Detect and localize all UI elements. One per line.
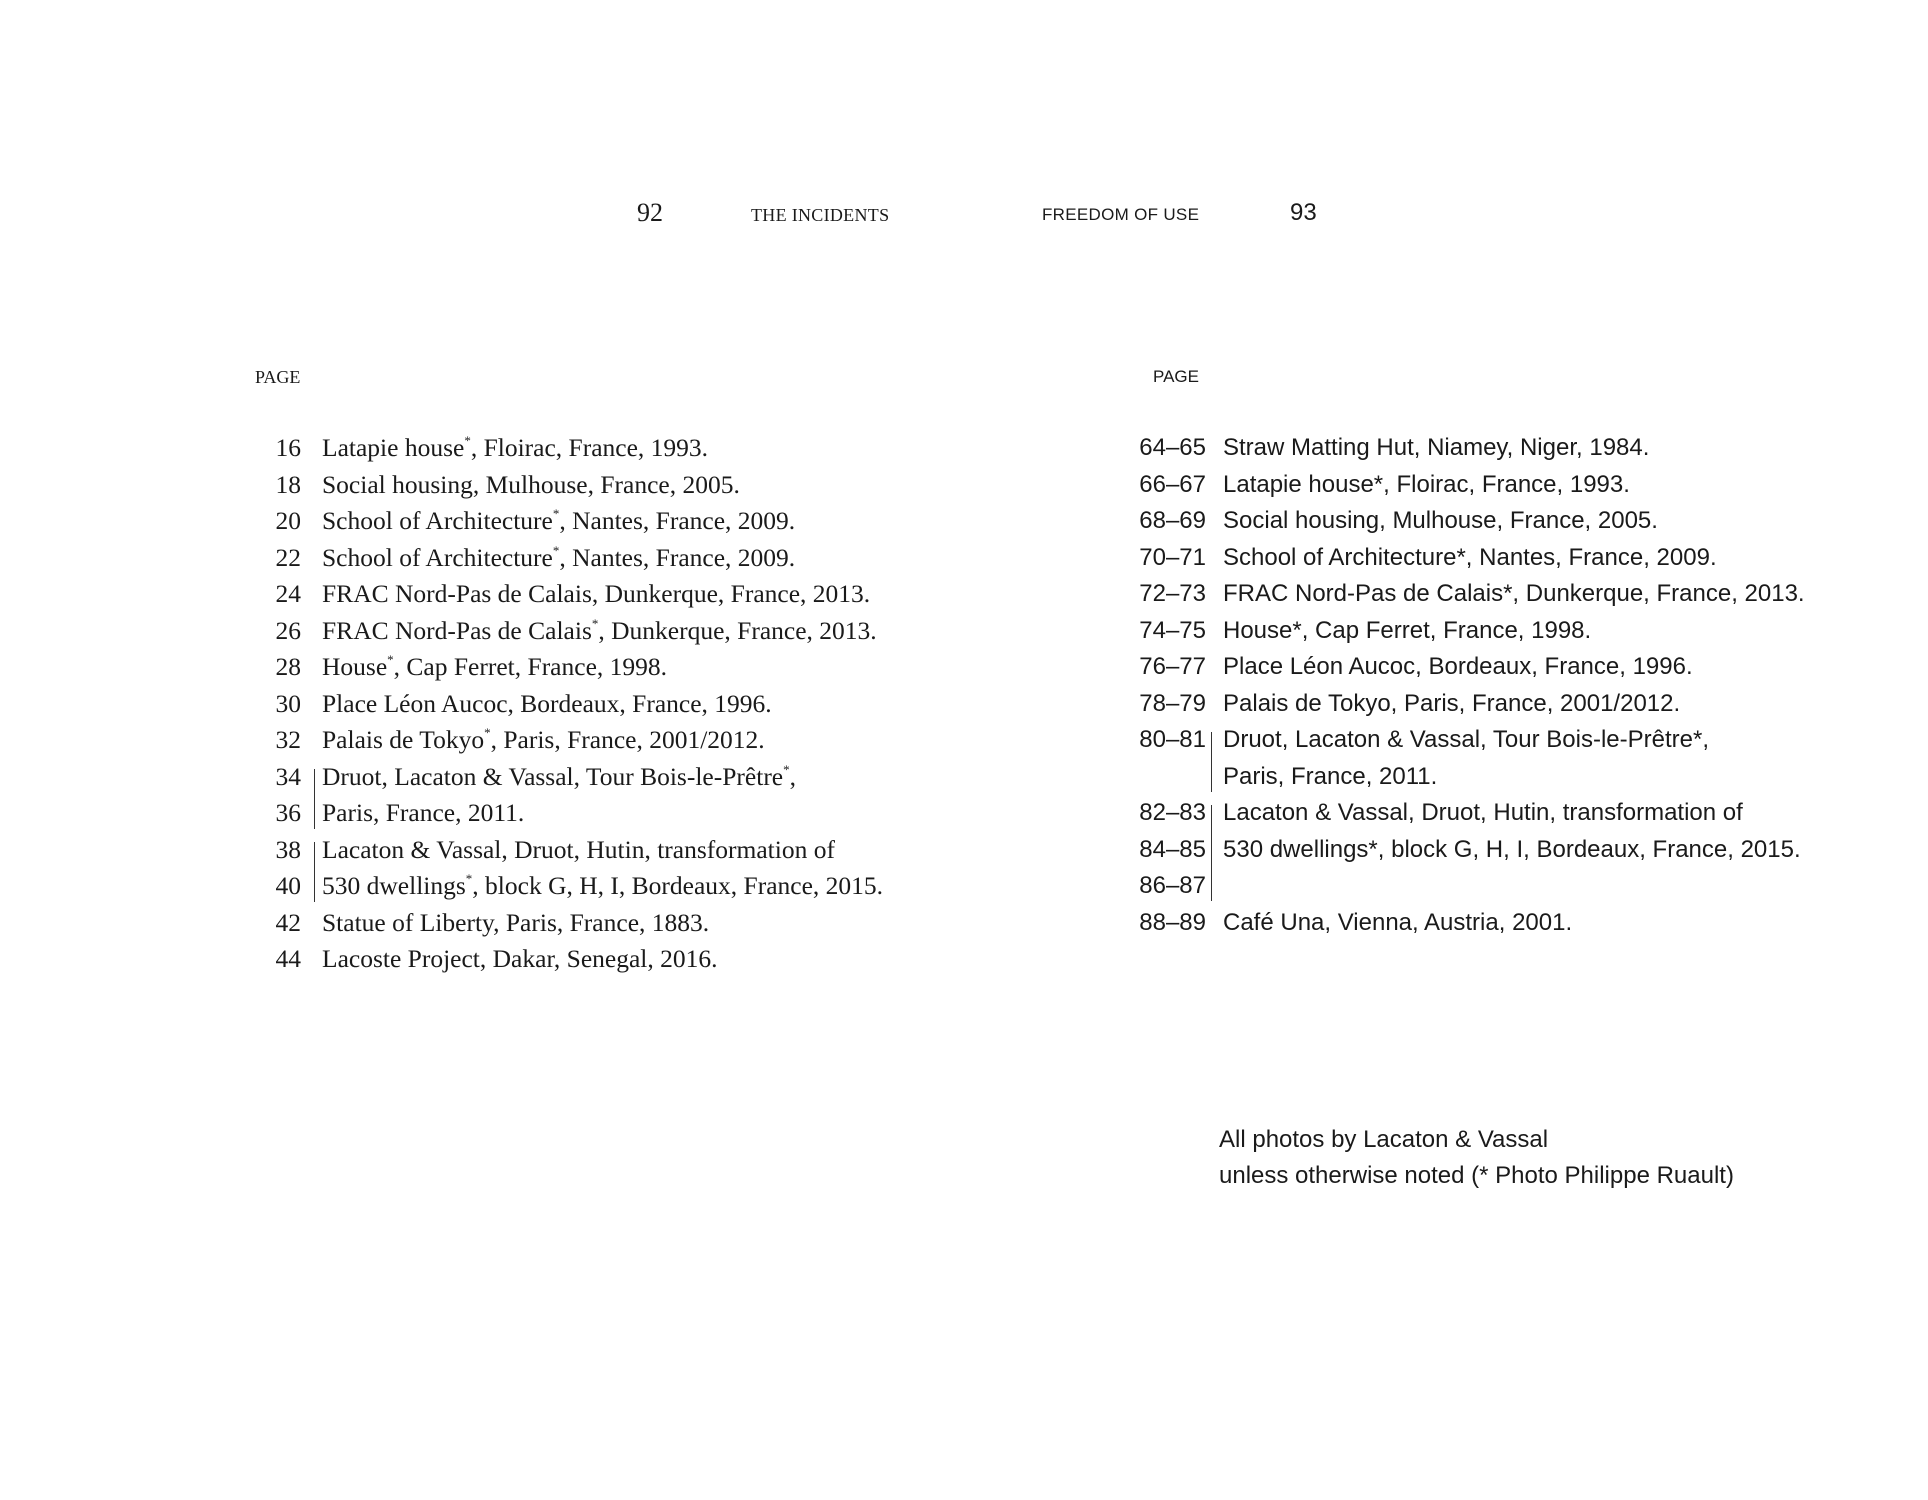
entry-title: School of Architecture [322, 506, 553, 535]
entry-title: Lacaton & Vassal, Druot, Hutin, transformation of [322, 834, 835, 864]
asterisk-mark: * [465, 871, 473, 886]
asterisk-mark: * [484, 725, 491, 740]
page-number: 26 [275, 615, 301, 645]
left-folio: 92 [637, 198, 663, 227]
page-number: 24 [275, 579, 301, 608]
left-list-item [260, 795, 960, 832]
entry-title: Lacoste Project, Dakar, Senegal, 2016. [322, 944, 718, 973]
entry-text [322, 868, 883, 905]
entry-title: School of Architecture [322, 542, 553, 572]
page-range: 70–71 [1139, 543, 1206, 571]
right-column-heading: PAGE [1153, 367, 1199, 386]
entry-text: Druot, Lacaton & Vassal, Tour Bois-le-Prêtre*, [1223, 726, 1709, 753]
entry-text [322, 905, 709, 942]
entry-text [322, 795, 524, 832]
page-number: 38 [275, 834, 301, 864]
left-bracket-38-40 [314, 842, 315, 902]
asterisk-mark: * [783, 761, 790, 777]
right-list-item [1120, 430, 1840, 467]
page-range: 64–65 [1139, 434, 1206, 461]
right-list-item [1120, 759, 1840, 796]
left-list-item [260, 503, 960, 540]
entry-title: Place Léon Aucoc, Bordeaux, France, 1996. [322, 688, 772, 718]
page-range: 66–67 [1139, 470, 1206, 498]
entry-text: Place Léon Aucoc, Bordeaux, France, 1996. [1223, 653, 1693, 680]
right-list-item [1120, 722, 1840, 759]
entry-text [322, 613, 877, 650]
right-list-item [1120, 613, 1840, 650]
entry-text [322, 503, 795, 540]
left-running-head: THE INCIDENTS [751, 205, 890, 225]
entry-title: 530 dwellings [322, 871, 466, 900]
entry-text [322, 576, 870, 613]
left-list-item [260, 576, 960, 613]
entry-title: Latapie house [322, 433, 465, 462]
page-number: 20 [275, 506, 301, 535]
entry-text [322, 941, 718, 978]
left-list-item [260, 941, 960, 978]
page-range: 82–83 [1139, 799, 1206, 826]
entry-text: Straw Matting Hut, Niamey, Niger, 1984. [1223, 434, 1650, 461]
entry-text [322, 722, 765, 759]
entry-text [322, 430, 708, 467]
entry-text [322, 686, 772, 723]
entry-text [322, 540, 795, 577]
left-column-heading: PAGE [255, 367, 301, 387]
right-list-item [1120, 576, 1840, 613]
page-range: 78–79 [1139, 689, 1206, 717]
entry-rest: , Cap Ferret, France, 1998. [393, 652, 668, 681]
entry-text: House*, Cap Ferret, France, 1998. [1223, 616, 1592, 644]
left-list-item [260, 686, 960, 723]
entry-title: House [322, 652, 388, 681]
left-list-item [260, 613, 960, 650]
entry-rest: , Dunkerque, France, 2013. [598, 615, 877, 645]
asterisk-mark: * [552, 542, 560, 558]
page-range: 68–69 [1139, 507, 1206, 534]
asterisk-mark: * [591, 615, 599, 631]
left-list-item [260, 832, 960, 869]
photo-credit-line-1: All photos by Lacaton & Vassal [1219, 1126, 1549, 1153]
photo-credit-line-2: unless otherwise noted (* Photo Philippe Ruault) [1219, 1162, 1734, 1189]
entry-text: Paris, France, 2011. [1223, 762, 1438, 790]
entry-text: School of Architecture*, Nantes, France, 2009. [1223, 543, 1717, 571]
page-range: 80–81 [1139, 726, 1206, 753]
entry-title: Paris, France, 2011. [322, 798, 525, 827]
right-list-item [1120, 467, 1840, 504]
entry-text: Lacaton & Vassal, Druot, Hutin, transformation of [1223, 799, 1743, 826]
right-list-item [1120, 905, 1840, 942]
right-bracket-82-87 [1211, 805, 1212, 901]
entry-rest: , Nantes, France, 2009. [559, 506, 796, 535]
right-list-item [1120, 649, 1840, 686]
entry-rest: , Nantes, France, 2009. [559, 542, 796, 572]
entry-rest: , Paris, France, 2001/2012. [490, 725, 765, 754]
right-list-item [1120, 795, 1840, 832]
asterisk-mark: * [387, 652, 394, 667]
entry-rest: , block G, H, I, Bordeaux, France, 2015. [472, 871, 884, 900]
left-list-item [260, 722, 960, 759]
entry-text: Café Una, Vienna, Austria, 2001. [1223, 908, 1573, 936]
entry-rest: , [789, 761, 797, 791]
photo-credit [1219, 1122, 1734, 1194]
page-number: 42 [275, 907, 301, 937]
left-credits-list [260, 430, 960, 978]
left-list-item [260, 759, 960, 796]
page-range: 74–75 [1139, 616, 1206, 644]
entry-title: FRAC Nord-Pas de Calais, Dunkerque, France, 2013. [322, 579, 871, 608]
page-range: 86–87 [1139, 872, 1206, 899]
page-number: 18 [275, 469, 301, 499]
left-list-item [260, 868, 960, 905]
entry-text [322, 649, 667, 686]
entry-rest: , Floirac, France, 1993. [470, 433, 709, 462]
entry-text: FRAC Nord-Pas de Calais*, Dunkerque, France, 2013. [1223, 580, 1805, 607]
page-number: 28 [275, 652, 301, 681]
right-credits-list [1120, 430, 1840, 941]
right-list-item [1120, 686, 1840, 723]
entry-text [322, 759, 796, 796]
entry-text: Palais de Tokyo, Paris, France, 2001/2012. [1223, 689, 1681, 717]
asterisk-mark: * [552, 506, 560, 521]
right-list-item [1120, 868, 1840, 905]
page-number: 22 [275, 542, 301, 572]
entry-text [322, 832, 835, 869]
asterisk-mark: * [464, 433, 471, 448]
entry-title: Druot, Lacaton & Vassal, Tour Bois-le-Prêtre [322, 761, 784, 791]
entry-title: Social housing, Mulhouse, France, 2005. [322, 469, 740, 499]
entry-text: Social housing, Mulhouse, France, 2005. [1223, 507, 1658, 534]
right-list-item [1120, 540, 1840, 577]
entry-title: Palais de Tokyo [322, 725, 485, 754]
entry-title: FRAC Nord-Pas de Calais [322, 615, 592, 645]
right-list-item [1120, 503, 1840, 540]
page-range: 88–89 [1139, 908, 1206, 936]
page-number: 32 [275, 725, 301, 754]
page-number: 40 [275, 871, 301, 900]
page-number: 34 [275, 761, 301, 791]
page-number: 36 [275, 798, 301, 827]
page-number: 30 [275, 688, 301, 718]
right-running-head: FREEDOM OF USE [1042, 205, 1200, 224]
entry-text: 530 dwellings*, block G, H, I, Bordeaux, France, 2015. [1223, 835, 1801, 863]
left-list-item [260, 905, 960, 942]
left-list-item [260, 540, 960, 577]
entry-text [322, 467, 740, 504]
left-list-item [260, 430, 960, 467]
right-list-item [1120, 832, 1840, 869]
entry-text: Latapie house*, Floirac, France, 1993. [1223, 470, 1630, 498]
page-number: 16 [275, 433, 301, 462]
left-list-item [260, 467, 960, 504]
page-range: 76–77 [1139, 653, 1206, 680]
left-bracket-34-36 [314, 769, 315, 829]
left-list-item [260, 649, 960, 686]
page-range: 84–85 [1139, 835, 1206, 863]
page-number: 44 [275, 944, 301, 973]
right-folio: 93 [1290, 199, 1317, 226]
right-bracket-80-81 [1211, 732, 1212, 792]
page-range: 72–73 [1139, 580, 1206, 607]
entry-title: Statue of Liberty, Paris, France, 1883. [322, 907, 710, 937]
